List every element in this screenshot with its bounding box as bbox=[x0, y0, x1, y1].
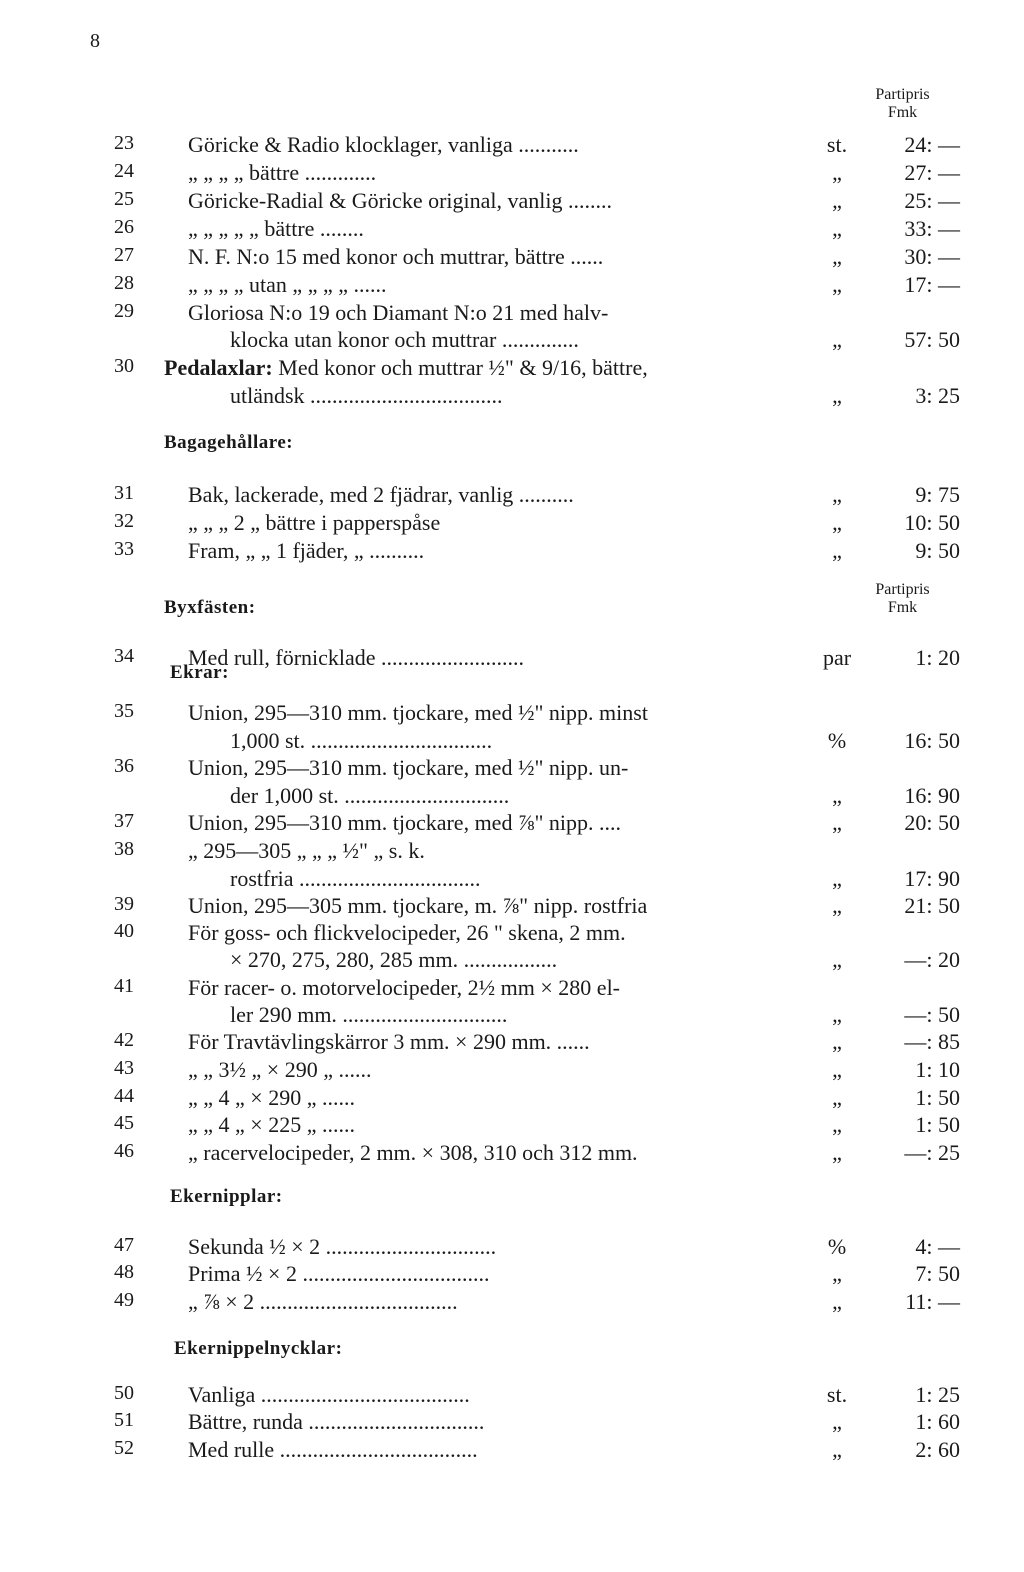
item-description: „ racervelocipeder, 2 mm. × 308, 310 och 312 mm. bbox=[188, 1140, 638, 1165]
item-number: 33 bbox=[114, 538, 134, 560]
item-unit: % bbox=[827, 1234, 847, 1259]
section-title-ekernippelnycklar: Ekernippelnycklar: bbox=[174, 1338, 343, 1359]
table-row bbox=[0, 300, 1024, 328]
item-number: 51 bbox=[114, 1409, 134, 1431]
item-description: Göricke & Radio klocklager, vanliga ........... bbox=[188, 132, 579, 157]
item-price: —: 85 bbox=[904, 1029, 960, 1054]
item-unit: „ bbox=[832, 482, 842, 507]
table-row bbox=[0, 1437, 1024, 1465]
item-description: Union, 295—305 mm. tjockare, m. ⅞" nipp. rostfria bbox=[188, 893, 648, 918]
item-description: Bättre, runda ................................ bbox=[188, 1409, 485, 1434]
table-row bbox=[0, 383, 1024, 411]
item-number: 47 bbox=[114, 1234, 134, 1256]
item-unit: „ bbox=[832, 1409, 842, 1434]
item-unit: „ bbox=[832, 244, 842, 269]
item-unit: „ bbox=[832, 188, 842, 213]
item-number: 44 bbox=[114, 1085, 134, 1107]
item-description: „ „ „ 2 „ bättre i papperspåse bbox=[188, 510, 441, 535]
item-description: Vanliga ...................................... bbox=[188, 1382, 470, 1407]
item-description: 1,000 st. ................................. bbox=[230, 728, 493, 753]
item-price: 1: 25 bbox=[915, 1382, 960, 1407]
item-number: 25 bbox=[114, 188, 134, 210]
item-number: 45 bbox=[114, 1112, 134, 1134]
item-unit: „ bbox=[832, 1085, 842, 1110]
item-number: 42 bbox=[114, 1029, 134, 1051]
item-unit: „ bbox=[832, 1057, 842, 1082]
item-number: 50 bbox=[114, 1382, 134, 1404]
item-description: För racer- o. motorvelocipeder, 2½ mm × 280 el- bbox=[188, 975, 621, 1000]
table-row bbox=[0, 1140, 1024, 1168]
item-description: utländsk ................................... bbox=[230, 383, 503, 408]
item-number: 38 bbox=[114, 838, 134, 860]
table-row bbox=[0, 538, 1024, 566]
item-number: 37 bbox=[114, 810, 134, 832]
table-row bbox=[0, 1261, 1024, 1289]
item-number: 36 bbox=[114, 755, 134, 777]
item-unit: „ bbox=[832, 1112, 842, 1137]
table-row bbox=[0, 975, 1024, 1003]
item-unit: „ bbox=[832, 327, 842, 352]
table-row bbox=[0, 645, 1024, 673]
item-number: 48 bbox=[114, 1261, 134, 1283]
table-row bbox=[0, 244, 1024, 272]
item-unit: st. bbox=[826, 132, 848, 157]
item-description: „ 295—305 „ „ „ ½" „ s. k. bbox=[188, 838, 425, 863]
item-price: 1: 20 bbox=[915, 645, 960, 670]
item-unit: „ bbox=[832, 383, 842, 408]
section-title-byxfasten: Byxfästen: bbox=[164, 597, 256, 618]
item-number: 28 bbox=[114, 272, 134, 294]
item-number: 24 bbox=[114, 160, 134, 182]
item-unit: „ bbox=[832, 866, 842, 891]
item-description: „ „ „ „ „ bättre ........ bbox=[188, 216, 364, 241]
item-price: 16: 90 bbox=[904, 783, 960, 808]
table-row bbox=[0, 920, 1024, 948]
item-number: 26 bbox=[114, 216, 134, 238]
item-price: 10: 50 bbox=[904, 510, 960, 535]
item-unit: „ bbox=[832, 1437, 842, 1462]
table-row bbox=[0, 1029, 1024, 1057]
item-description: Union, 295—310 mm. tjockare, med ½" nipp. minst bbox=[188, 700, 648, 725]
item-unit: par bbox=[822, 645, 852, 670]
item-price: 11: — bbox=[905, 1289, 960, 1314]
item-number: 43 bbox=[114, 1057, 134, 1079]
price-column-header bbox=[830, 86, 975, 122]
item-price: 9: 50 bbox=[915, 538, 960, 563]
item-number: 27 bbox=[114, 244, 134, 266]
item-price: 21: 50 bbox=[904, 893, 960, 918]
table-row bbox=[0, 866, 1024, 894]
table-row bbox=[0, 700, 1024, 728]
table-row bbox=[0, 1234, 1024, 1262]
table-row bbox=[0, 216, 1024, 244]
item-number: 39 bbox=[114, 893, 134, 915]
item-unit: „ bbox=[832, 272, 842, 297]
item-description: „ „ „ „ bättre ............. bbox=[188, 160, 377, 185]
item-number: 41 bbox=[114, 975, 134, 997]
item-unit: „ bbox=[832, 783, 842, 808]
item-description bbox=[164, 355, 769, 381]
item-description: Union, 295—310 mm. tjockare, med ½" nipp. un- bbox=[188, 755, 629, 780]
item-unit: „ bbox=[832, 216, 842, 241]
table-row bbox=[0, 482, 1024, 510]
table-row bbox=[0, 810, 1024, 838]
item-unit: „ bbox=[832, 538, 842, 563]
item-description: Bak, lackerade, med 2 fjädrar, vanlig .......... bbox=[188, 482, 574, 507]
table-row bbox=[0, 783, 1024, 811]
item-description: rostfria ................................. bbox=[230, 866, 481, 891]
table-row bbox=[0, 355, 1024, 383]
item-description: Med rull, förnicklade .......................... bbox=[188, 645, 525, 670]
item-unit: „ bbox=[832, 1140, 842, 1165]
item-unit: „ bbox=[832, 1029, 842, 1054]
table-row bbox=[0, 728, 1024, 756]
item-unit: „ bbox=[832, 1261, 842, 1286]
table-row bbox=[0, 1112, 1024, 1140]
table-row bbox=[0, 947, 1024, 975]
item-description: För goss- och flickvelocipeder, 26 " skena, 2 mm. bbox=[188, 920, 626, 945]
item-price: 20: 50 bbox=[904, 810, 960, 835]
item-price: 57: 50 bbox=[904, 327, 960, 352]
item-description: Gloriosa N:o 19 och Diamant N:o 21 med halv- bbox=[188, 300, 609, 325]
item-price: 24: — bbox=[904, 132, 960, 157]
item-description: Göricke-Radial & Göricke original, vanlig ........ bbox=[188, 188, 612, 213]
table-row bbox=[0, 1382, 1024, 1410]
item-unit: „ bbox=[832, 893, 842, 918]
table-row bbox=[0, 838, 1024, 866]
item-description: × 270, 275, 280, 285 mm. ................. bbox=[230, 947, 558, 972]
item-number: 30 bbox=[114, 355, 134, 377]
item-price: 1: 50 bbox=[915, 1112, 960, 1137]
table-row bbox=[0, 893, 1024, 921]
item-description: För Travtävlingskärror 3 mm. × 290 mm. ...... bbox=[188, 1029, 590, 1054]
item-number: 23 bbox=[114, 132, 134, 154]
table-row bbox=[0, 188, 1024, 216]
item-description: „ ⅞ × 2 .................................... bbox=[188, 1289, 458, 1314]
item-number: 40 bbox=[114, 920, 134, 942]
item-number: 34 bbox=[114, 645, 134, 667]
table-row bbox=[0, 1085, 1024, 1113]
section-title-ekernipplar: Ekernipplar: bbox=[170, 1186, 283, 1207]
table-row bbox=[0, 1002, 1024, 1030]
item-price: 17: 90 bbox=[904, 866, 960, 891]
item-description: „ „ 4 „ × 290 „ ...... bbox=[188, 1085, 355, 1110]
item-description: Prima ½ × 2 .................................. bbox=[188, 1261, 490, 1286]
item-number: 46 bbox=[114, 1140, 134, 1162]
item-price: 9: 75 bbox=[915, 482, 960, 507]
item-description: der 1,000 st. .............................. bbox=[230, 783, 510, 808]
currency-label: Fmk bbox=[887, 104, 918, 121]
item-description: „ „ „ „ utan „ „ „ „ ...... bbox=[188, 272, 387, 297]
item-number: 52 bbox=[114, 1437, 134, 1459]
item-unit: „ bbox=[832, 160, 842, 185]
item-description: N. F. N:o 15 med konor och muttrar, bättre ...... bbox=[188, 244, 604, 269]
table-row bbox=[0, 327, 1024, 355]
item-price: 33: — bbox=[904, 216, 960, 241]
item-price: 3: 25 bbox=[915, 383, 960, 408]
item-price: 4: — bbox=[915, 1234, 960, 1259]
table-row bbox=[0, 272, 1024, 300]
item-unit: st. bbox=[826, 1382, 848, 1407]
item-price: 25: — bbox=[904, 188, 960, 213]
item-price: 1: 50 bbox=[915, 1085, 960, 1110]
item-description: ler 290 mm. .............................. bbox=[230, 1002, 508, 1027]
item-description-text: Med konor och muttrar ½" & 9/16, bättre, bbox=[272, 355, 648, 380]
item-unit: „ bbox=[832, 947, 842, 972]
item-description: „ „ 3½ „ × 290 „ ...... bbox=[188, 1057, 372, 1082]
currency-label: Fmk bbox=[887, 599, 918, 616]
item-price: 2: 60 bbox=[915, 1437, 960, 1462]
item-price: 1: 10 bbox=[915, 1057, 960, 1082]
table-row bbox=[0, 1409, 1024, 1437]
item-price: —: 25 bbox=[904, 1140, 960, 1165]
table-row bbox=[0, 510, 1024, 538]
item-description: klocka utan konor och muttrar .............. bbox=[230, 327, 579, 352]
item-unit: „ bbox=[832, 1002, 842, 1027]
table-row bbox=[0, 160, 1024, 188]
item-price: 16: 50 bbox=[904, 728, 960, 753]
price-column-header bbox=[830, 581, 975, 617]
item-description: Med rulle .................................... bbox=[188, 1437, 478, 1462]
item-number: 31 bbox=[114, 482, 134, 504]
item-price: 27: — bbox=[904, 160, 960, 185]
table-row bbox=[0, 1057, 1024, 1085]
item-number: 29 bbox=[114, 300, 134, 322]
item-price: 7: 50 bbox=[915, 1261, 960, 1286]
item-number: 35 bbox=[114, 700, 134, 722]
item-price: 30: — bbox=[904, 244, 960, 269]
item-number: 49 bbox=[114, 1289, 134, 1311]
item-unit: „ bbox=[832, 510, 842, 535]
item-price: —: 50 bbox=[904, 1002, 960, 1027]
table-row bbox=[0, 132, 1024, 160]
price-column-label: Partipris bbox=[875, 86, 930, 103]
item-unit: „ bbox=[832, 1289, 842, 1314]
section-title-bagagehallare: Bagagehållare: bbox=[164, 432, 294, 453]
item-unit: „ bbox=[832, 810, 842, 835]
item-category-label: Pedalaxlar: bbox=[164, 355, 273, 380]
item-price: —: 20 bbox=[904, 947, 960, 972]
item-unit: % bbox=[827, 728, 847, 753]
item-price: 1: 60 bbox=[915, 1409, 960, 1434]
table-row bbox=[0, 755, 1024, 783]
item-description: „ „ 4 „ × 225 „ ...... bbox=[188, 1112, 355, 1137]
item-price: 17: — bbox=[904, 272, 960, 297]
item-description: Fram, „ „ 1 fjäder, „ .......... bbox=[188, 538, 425, 563]
page-number: 8 bbox=[90, 30, 100, 52]
item-number: 32 bbox=[114, 510, 134, 532]
price-column-label: Partipris bbox=[875, 581, 930, 598]
section-title-ekrar: Ekrar: bbox=[170, 662, 229, 683]
item-description: Union, 295—310 mm. tjockare, med ⅞" nipp. .... bbox=[188, 810, 622, 835]
table-row bbox=[0, 1289, 1024, 1317]
item-description: Sekunda ½ × 2 ............................... bbox=[188, 1234, 497, 1259]
